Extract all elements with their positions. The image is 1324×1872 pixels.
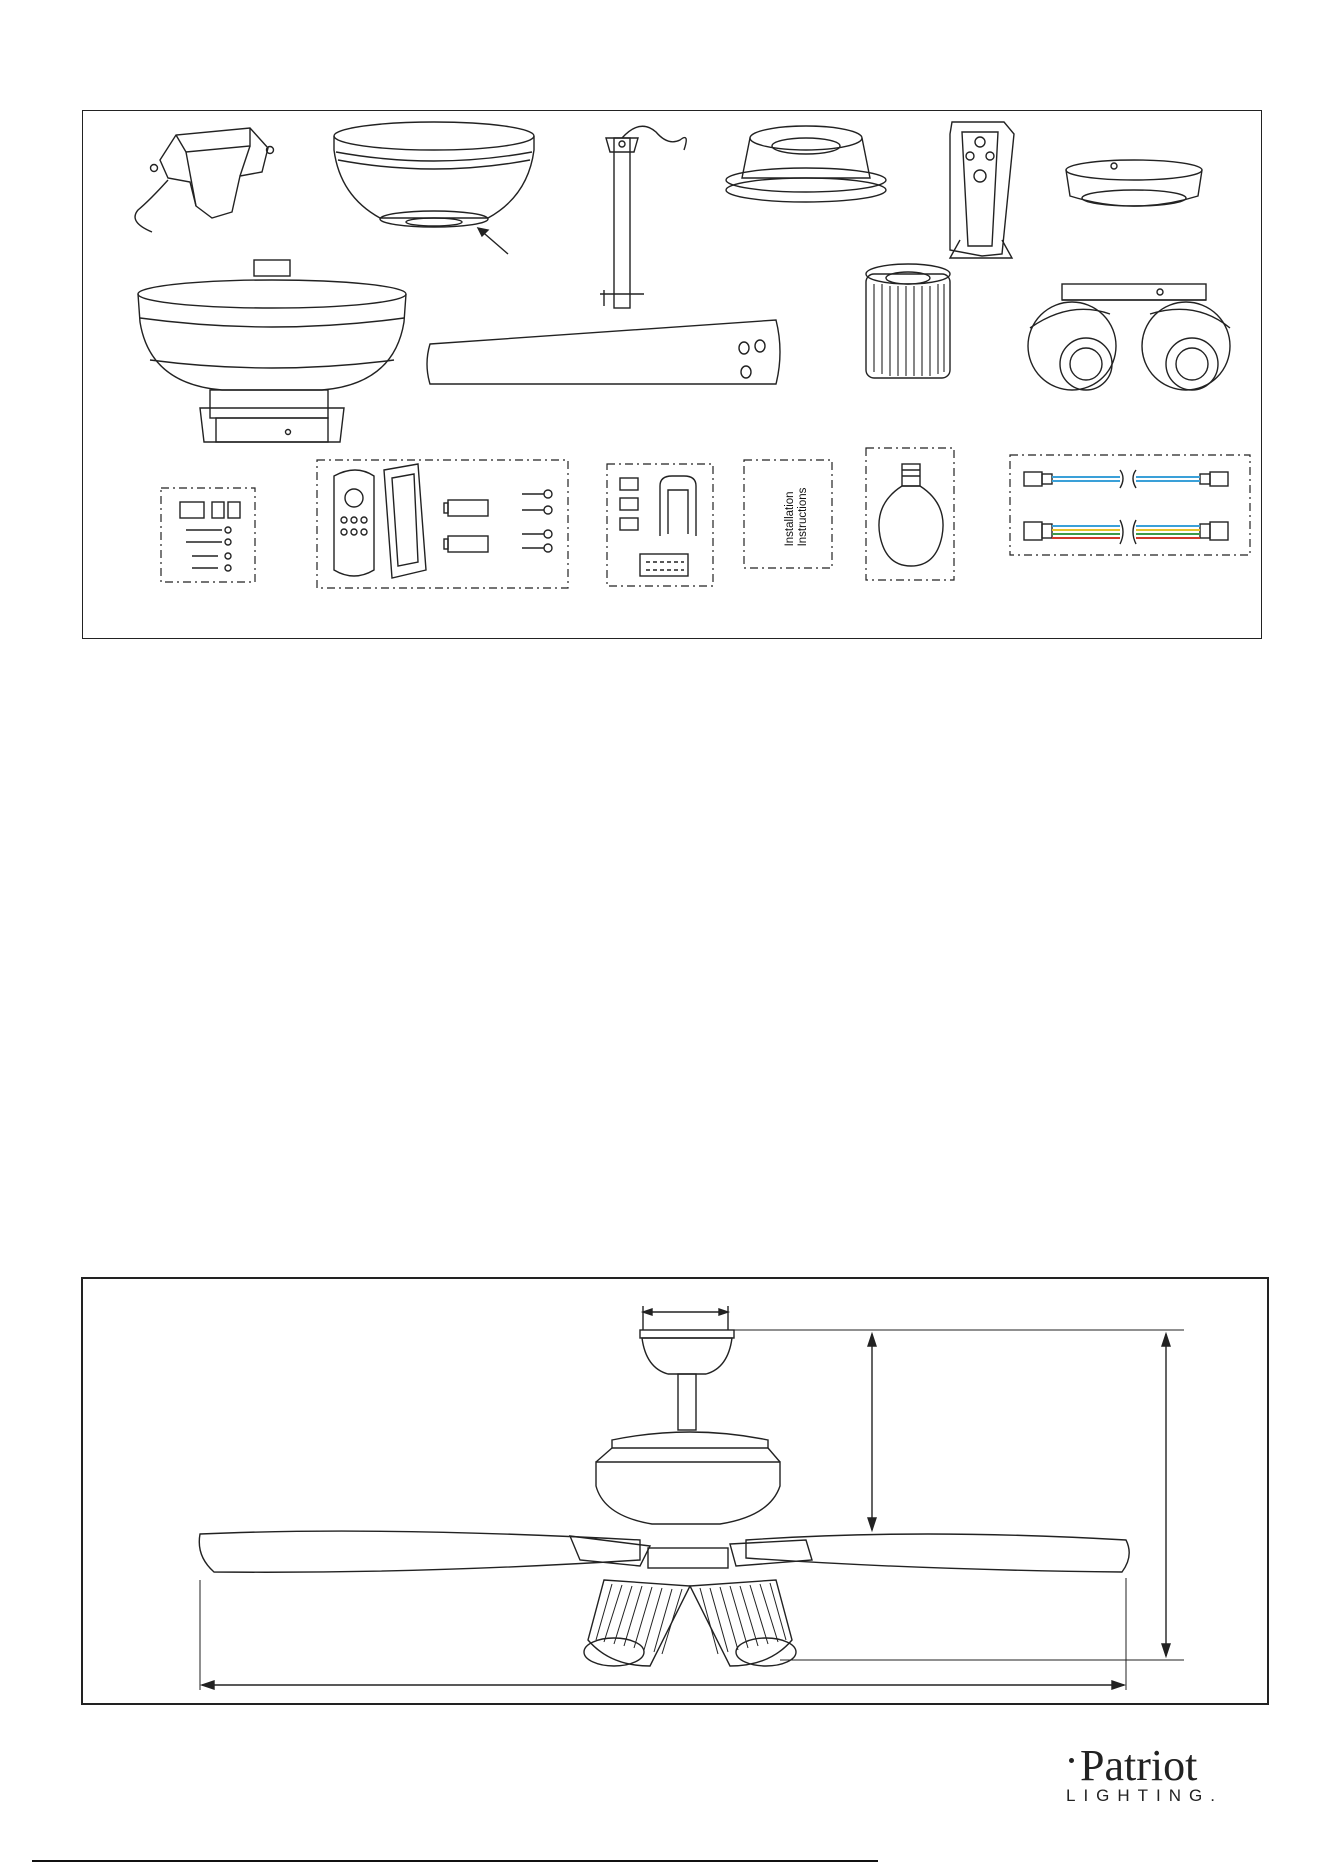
glass-shade-illustration <box>866 264 950 378</box>
downrod-illustration <box>600 126 686 308</box>
brand-logo <box>1060 1740 1260 1810</box>
brand-name: Patriot <box>1080 1741 1198 1790</box>
light-cup-left <box>1028 302 1116 390</box>
dimensions-panel <box>81 1277 1269 1705</box>
footer-rule <box>32 1860 878 1862</box>
blade-iron-illustration <box>950 122 1014 258</box>
installation-instructions-label <box>777 477 817 557</box>
collar-cover-illustration <box>726 126 886 202</box>
instructions-line-1: Installation <box>784 491 796 547</box>
motor-housing-illustration <box>138 260 406 442</box>
bulb-box <box>866 448 954 580</box>
remote-kit-box <box>317 460 568 588</box>
light-bulb-illustration <box>879 464 943 566</box>
light-cup-right <box>1142 302 1230 390</box>
wire-harness-illustration <box>1024 470 1228 544</box>
balance-kit-illustration <box>620 476 696 576</box>
canopy-illustration <box>334 122 534 254</box>
remote-kit-illustration <box>334 464 552 578</box>
brand-subtitle: LIGHTING. <box>1066 1786 1224 1805</box>
brand-dot <box>1069 1758 1074 1763</box>
instructions-line-2: Instructions <box>797 487 809 547</box>
mounting-bracket-illustration <box>135 128 273 232</box>
hardware-bag-illustration <box>180 502 240 571</box>
light-kit-illustration <box>1028 284 1230 390</box>
fan-blade-illustration <box>427 320 780 384</box>
light-kit-plate-illustration <box>1066 160 1202 206</box>
